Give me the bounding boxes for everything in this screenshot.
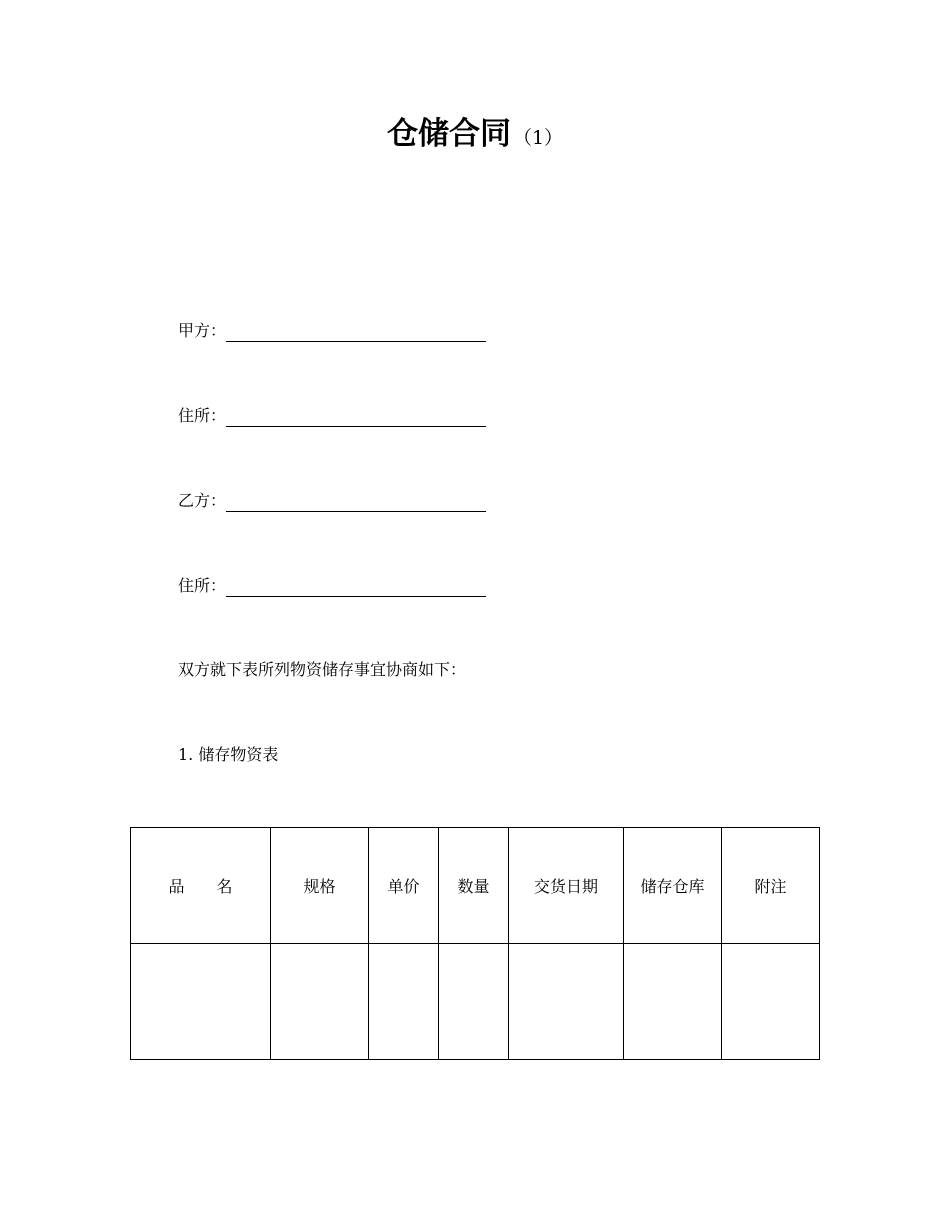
party-a-address-field [178, 397, 486, 427]
document-title [0, 112, 950, 161]
party-a-field [178, 312, 486, 342]
party-a-blank[interactable] [226, 321, 486, 342]
title-suffix: （1） [512, 127, 564, 149]
header-product-name: 品 名 [131, 828, 271, 944]
header-delivery-date: 交货日期 [509, 828, 624, 944]
party-b-address-label: 住所： [178, 576, 227, 595]
party-b-blank[interactable] [226, 491, 486, 512]
header-unit-price: 单价 [369, 828, 439, 944]
party-b-label: 乙方： [178, 491, 227, 510]
table-cell[interactable] [624, 944, 722, 1060]
storage-goods-table [130, 827, 820, 1060]
party-b-address-field [178, 567, 486, 597]
intro-paragraph: 双方就下表所列物资储存事宜协商如下： [178, 660, 467, 679]
table-cell[interactable] [369, 944, 439, 1060]
title-text: 仓储合同 [386, 116, 511, 152]
party-a-address-blank[interactable] [226, 406, 486, 427]
table-cell[interactable] [439, 944, 509, 1060]
header-remarks: 附注 [722, 828, 820, 944]
party-b-address-blank[interactable] [226, 576, 486, 597]
header-quantity: 数量 [439, 828, 509, 944]
party-a-address-label: 住所： [178, 406, 227, 425]
header-storage-warehouse: 储存仓库 [624, 828, 722, 944]
table-row [131, 944, 820, 1060]
table-cell[interactable] [722, 944, 820, 1060]
table-cell[interactable] [131, 944, 271, 1060]
party-a-label: 甲方： [178, 321, 227, 340]
party-b-field [178, 482, 486, 512]
table-cell[interactable] [271, 944, 369, 1060]
section1-heading: 1. 储存物资表 [178, 745, 279, 764]
table-cell[interactable] [509, 944, 624, 1060]
header-specification: 规格 [271, 828, 369, 944]
table-header-row [131, 828, 820, 944]
